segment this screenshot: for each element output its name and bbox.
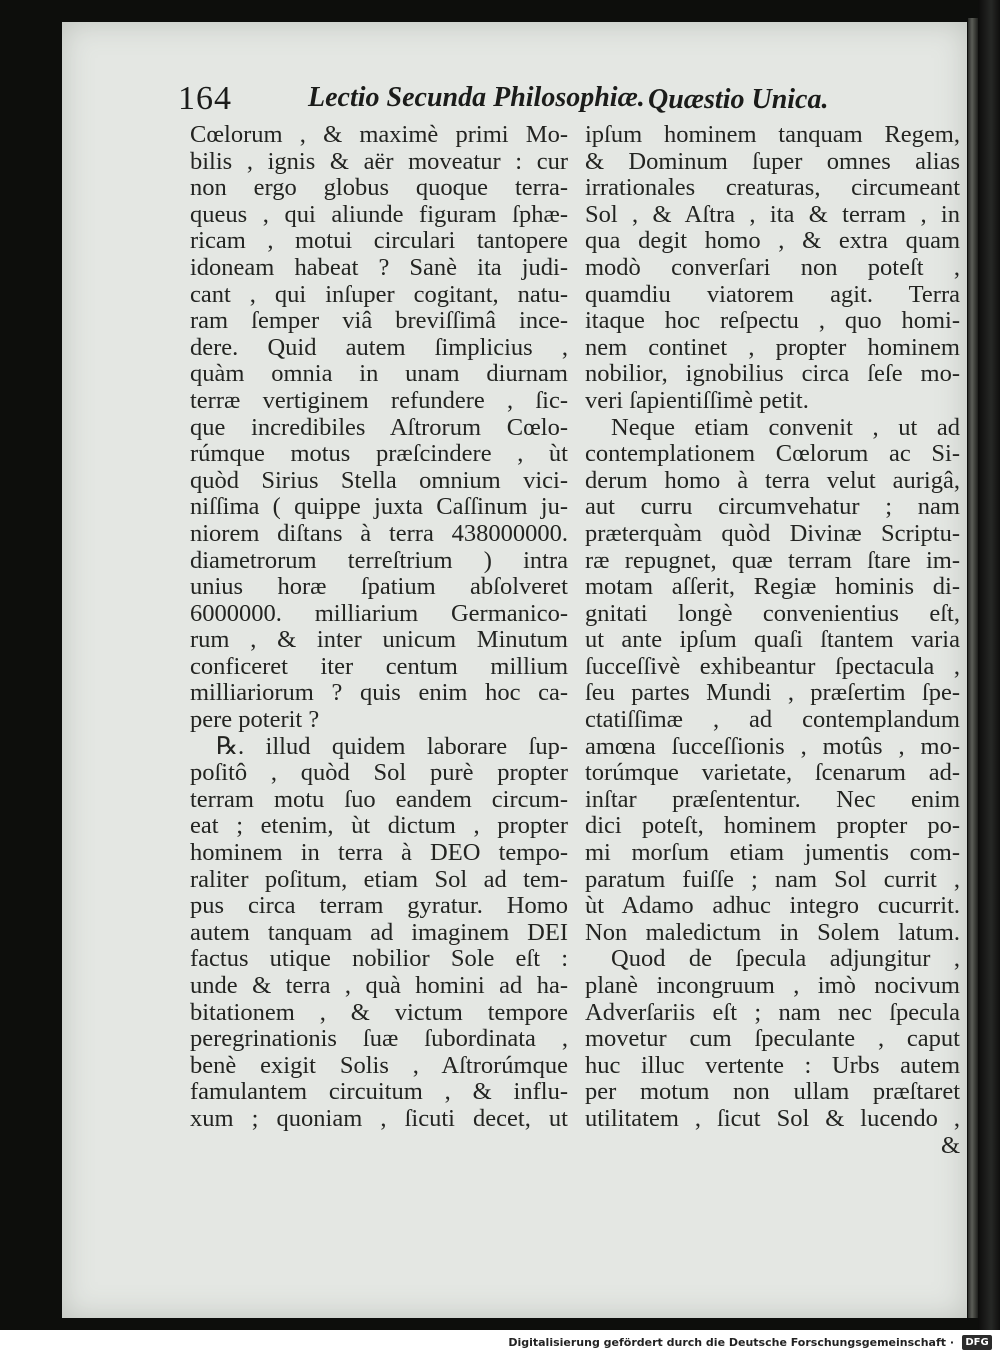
text-line: nobilior, ignobilius circa ſeſe mo-: [585, 360, 960, 388]
left-text-column: [190, 122, 568, 1133]
text-line: quàm omnia in unam diurnam: [190, 360, 568, 388]
text-line: & Dominum ſuper omnes alias: [585, 147, 960, 175]
catchword: &: [940, 1131, 960, 1159]
text-line: hominem in terra à DEO tempo-: [190, 839, 568, 867]
text-line: conficeret iter centum millium: [190, 652, 568, 680]
text-line: poſitô , quòd Sol purè propter: [190, 759, 568, 787]
text-line: ipſum hominem tanquam Regem,: [585, 121, 960, 148]
text-line: niſſima ( quippe juxta Caſſinum ju-: [190, 493, 568, 521]
page-number: 164: [178, 80, 232, 117]
text-line: paratum fuiſſe ; nam Sol currit ,: [585, 865, 960, 893]
right-text-column: [585, 122, 960, 1159]
text-line: dici poteſt, hominem propter po-: [585, 812, 960, 840]
text-line: mi morſum etiam jumentis com-: [585, 839, 960, 867]
text-line: ſeu partes Mundi , præſertim ſpe-: [585, 679, 960, 707]
page-edge: [968, 18, 978, 1318]
text-line: terræ vertiginem refundere , ſic-: [190, 386, 568, 414]
text-line: torúmque varietate, ſcenarum ad-: [585, 759, 960, 787]
dfg-logo: DFG: [962, 1335, 992, 1350]
text-line: bilis , ignis & aër moveatur : cur: [190, 147, 568, 175]
text-line: unius horæ ſpatium abſolveret: [190, 573, 568, 601]
text-line: ricam , motui circulari tantopere: [190, 227, 568, 255]
text-line: xum ; quoniam , ſicuti decet, ut: [190, 1104, 568, 1132]
text-line: non ergo globus quoque terra-: [190, 174, 568, 202]
text-line: milliariorum ? quis enim hoc ca-: [190, 679, 568, 707]
text-line: movetur cum ſpeculante , caput: [585, 1025, 960, 1053]
text-line: ſucceſſivè exhibeantur ſpectacula ,: [585, 652, 960, 680]
text-line: pus circa terram gyratur. Homo: [190, 892, 568, 920]
text-line: derum homo à terra velut aurigâ,: [585, 466, 960, 494]
text-line: utilitatem , ſicut Sol & lucendo ,: [585, 1104, 960, 1132]
text-line: unde & terra , quà homini ad ha-: [190, 972, 568, 999]
text-line: diametrorum terreſtrium ) intra: [190, 546, 568, 574]
text-line: raliter poſitum, etiam Sol ad tem-: [190, 865, 568, 893]
text-line: ctatiſſimæ , ad contemplandum: [585, 706, 960, 734]
text-line: huc illuc vertente : Urbs autem: [585, 1051, 960, 1079]
text-line: planè incongruum , imò nocivum: [585, 972, 960, 999]
text-line: Sol , & Aſtra , ita & terram , in: [585, 200, 960, 228]
text-line: veri ſapientiſſimè petit.: [585, 386, 809, 414]
text-line: ut ante ipſum quaſi ſtantem varia: [585, 626, 960, 654]
text-line: ram ſemper viâ breviſſimâ ince-: [190, 307, 568, 335]
text-line: Quod de ſpecula adjungitur ,: [611, 945, 960, 973]
text-line: quòd Sirius Stella omnium vici-: [190, 466, 568, 494]
text-line: Neque etiam convenit , ut ad: [611, 413, 960, 441]
text-line: dere. Quid autem ſimplicius ,: [190, 333, 568, 361]
text-line: quamdiu viatorem agit. Terra: [585, 280, 960, 308]
text-line: terram motu ſuo eandem circum-: [190, 785, 568, 813]
text-line: benè exigit Solis , Aſtrorúmque: [190, 1051, 568, 1079]
text-line: famulantem circuitum , & influ-: [190, 1078, 568, 1106]
text-line: aut curru circumvehatur ; nam: [585, 493, 960, 521]
text-line: motam aſſerit, Regiæ hominis di-: [585, 573, 960, 601]
running-title: Lectio Secunda Philosophiæ.: [308, 82, 645, 113]
running-quaestio: Quæstio Unica.: [648, 84, 829, 115]
text-line: 6000000. milliarium Germanico-: [190, 599, 568, 627]
text-line: ℞. illud quidem laborare ſup-: [216, 732, 568, 760]
text-line: amœna ſucceſſionis , motûs , mo-: [585, 732, 960, 760]
text-line: que incredibiles Aſtrorum Cœlo-: [190, 413, 568, 441]
text-line: queus , qui aliunde figuram ſphæ-: [190, 200, 568, 228]
text-line: irrationales creaturas, circumeant: [585, 174, 960, 202]
book-spine: [978, 0, 1000, 1330]
text-line: gnitati longè convenientius eſt,: [585, 599, 960, 627]
text-line: ræ repugnet, quæ terram ſtare im-: [585, 546, 960, 574]
text-line: pere poterit ?: [190, 706, 320, 734]
text-line: peregrinationis ſuæ ſubordinata ,: [190, 1025, 568, 1053]
text-line: autem tanquam ad imaginem DEI: [190, 918, 568, 946]
text-line: cant , qui inſuper cogitant, natu-: [190, 280, 568, 308]
digitization-credit: Digitalisierung gefördert durch die Deutsche Forschungsgemeinschaft ·: [508, 1336, 954, 1349]
text-line: Cœlorum , & maximè primi Mo-: [190, 121, 568, 148]
text-line: Adverſariis eſt ; nam nec ſpecula: [585, 998, 960, 1026]
text-line: nem continet , propter hominem: [585, 333, 960, 361]
text-line: factus utique nobilior Sole eſt :: [190, 945, 568, 973]
text-line: modò converſari non poteſt ,: [585, 253, 960, 281]
text-line: præterquàm quòd Divinæ Scriptu-: [585, 519, 960, 547]
text-line: rúmque motus præſcindere , ùt: [190, 440, 568, 468]
text-line: niorem diſtans à terra 438000000.: [190, 519, 568, 547]
text-line: itaque hoc reſpectu , quo homi-: [585, 307, 960, 335]
text-line: bitationem , & victum tempore: [190, 998, 568, 1026]
text-line: idoneam habeat ? Sanè ita judi-: [190, 253, 568, 281]
text-line: ùt Adamo adhuc integro cucurrit.: [585, 892, 960, 920]
running-header: [178, 78, 828, 124]
text-line: eat ; etenim, ùt dictum , propter: [190, 812, 568, 840]
footer-bar: [0, 1330, 1000, 1356]
text-line: Non maledictum in Solem latum.: [585, 918, 960, 946]
text-line: qua degit homo , & extra quam: [585, 227, 960, 255]
text-line: rum , & inter unicum Minutum: [190, 626, 568, 654]
text-line: contemplationem Cœlorum ac Si-: [585, 440, 960, 468]
text-line: inſtar præſententur. Nec enim: [585, 785, 960, 813]
text-line: per motum non ullam præſtaret: [585, 1078, 960, 1106]
